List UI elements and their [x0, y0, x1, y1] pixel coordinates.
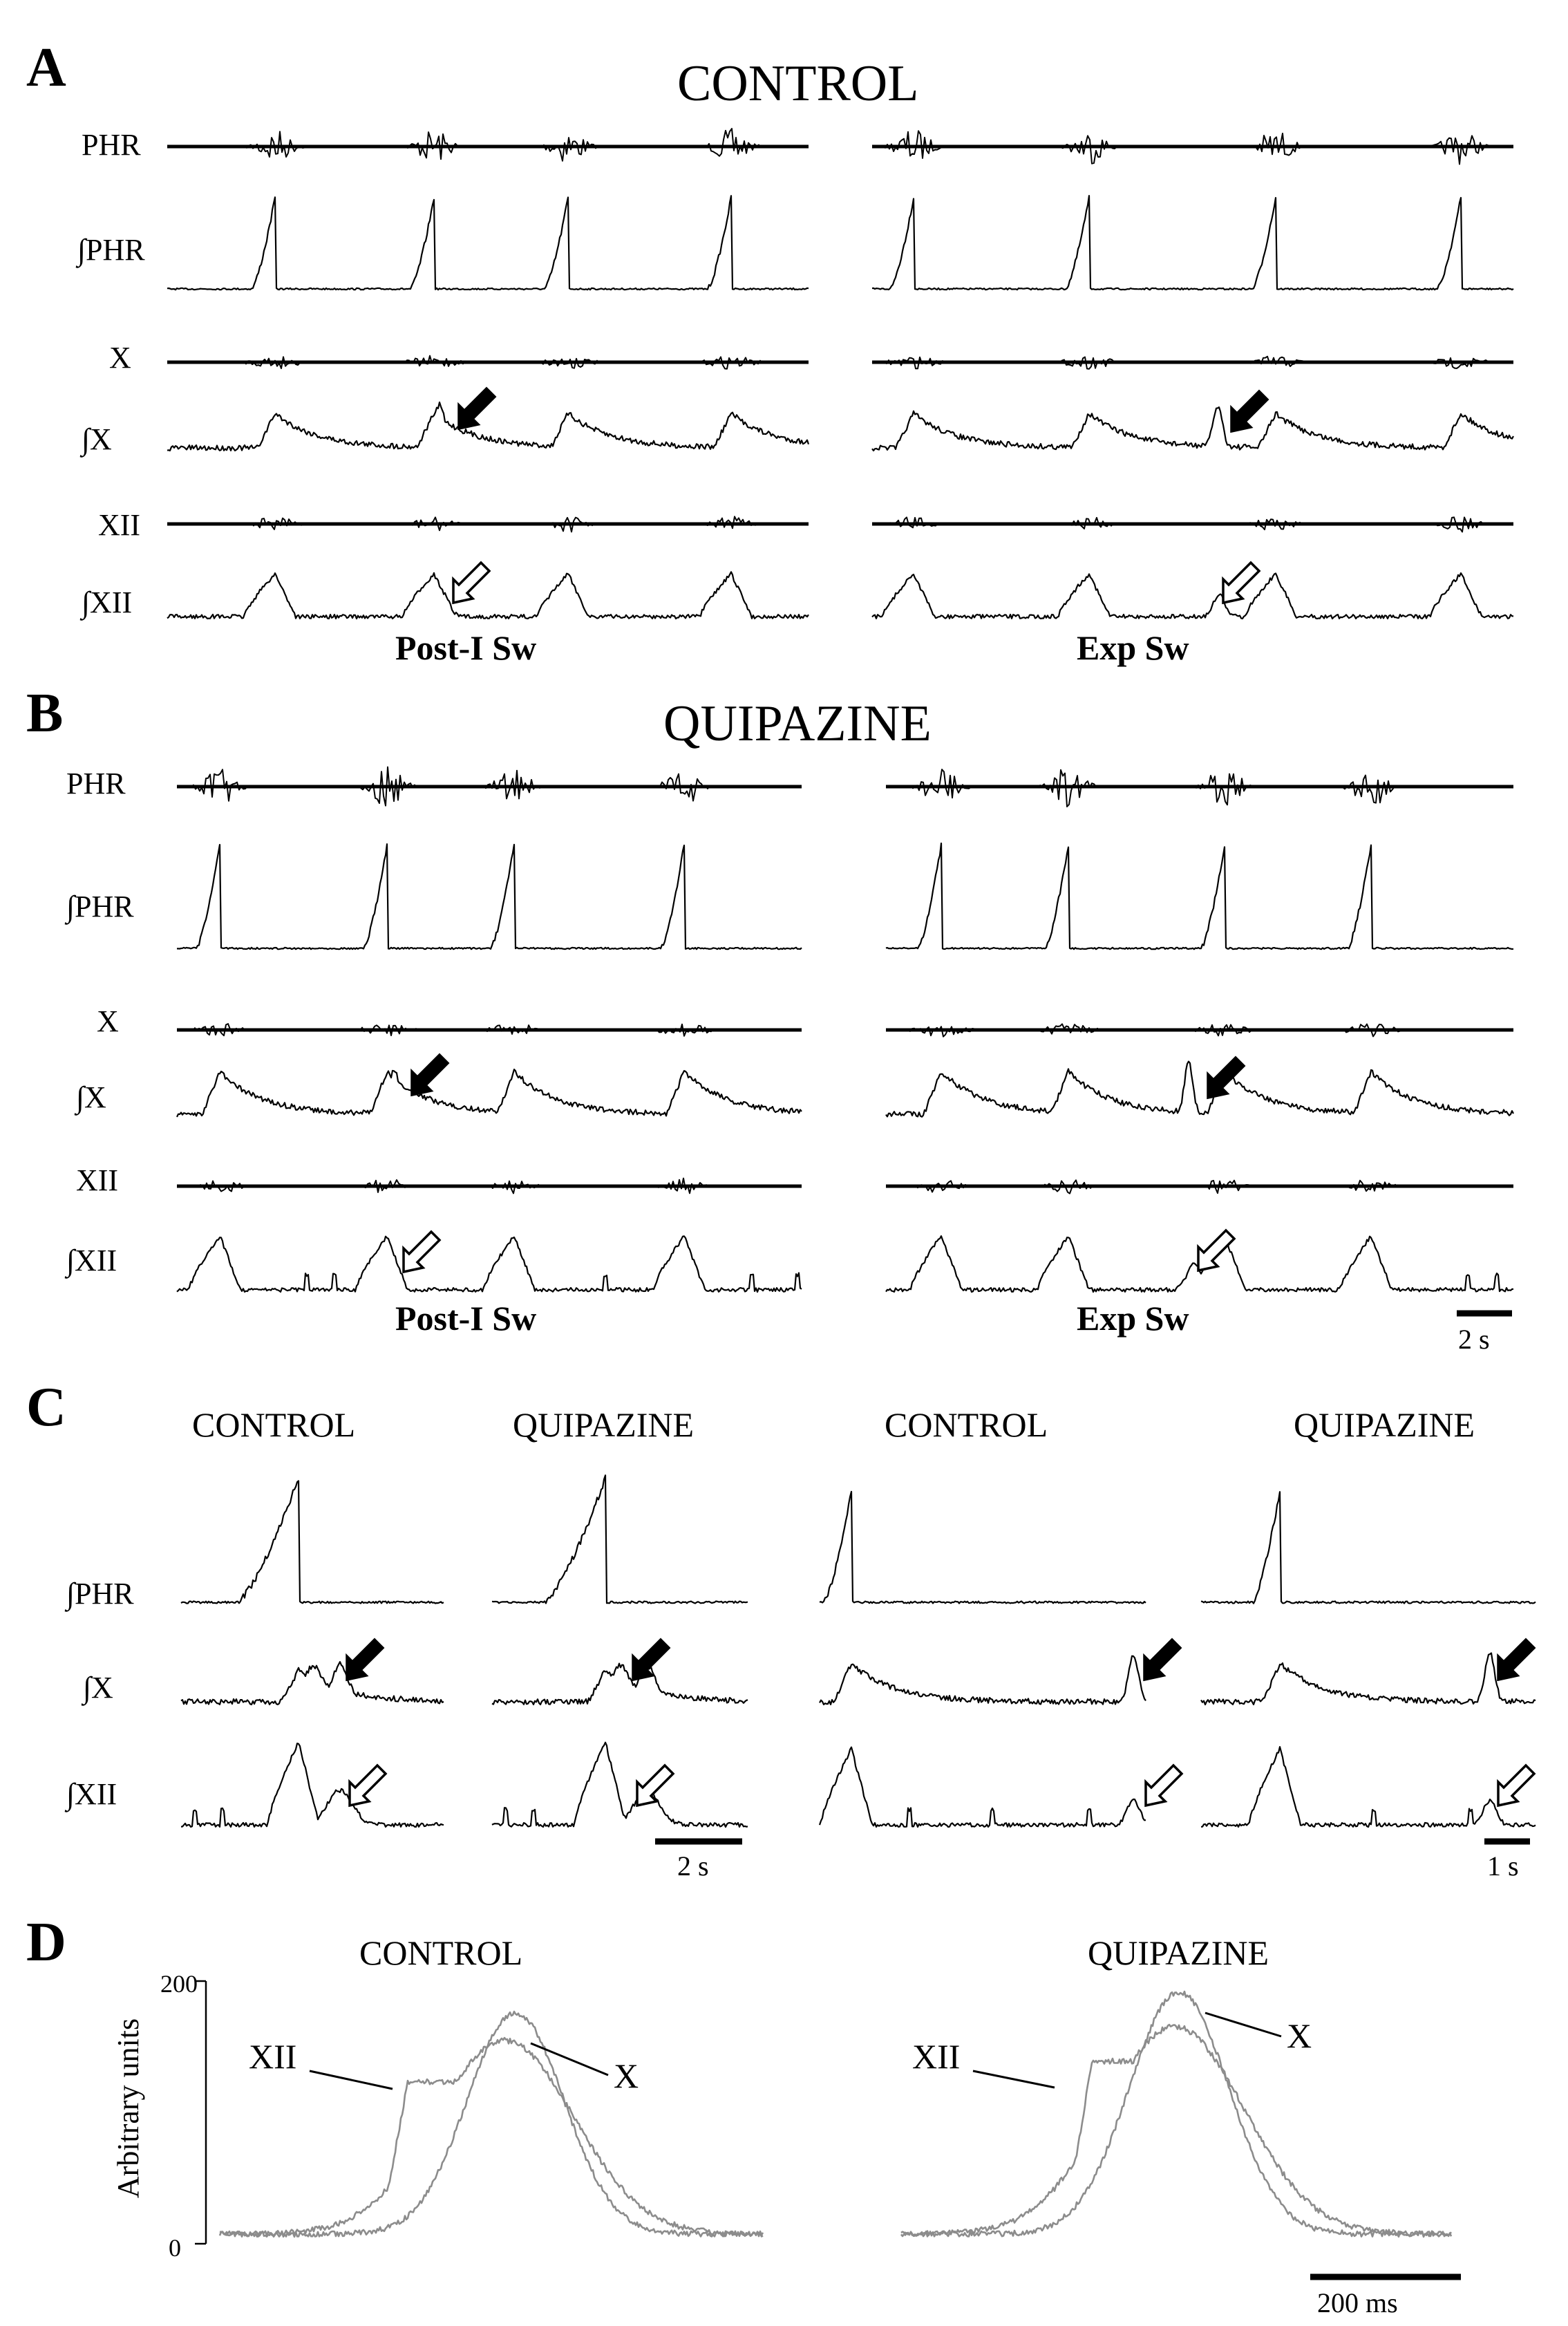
xii-neurogram-a-right-burst [1244, 519, 1306, 529]
panel-d-title-quipazine: QUIPAZINE [1088, 1933, 1269, 1972]
caption-post-i-swallow-a: Post-I Sw [395, 628, 537, 667]
trace-label-xii-quipazine: XII [912, 2037, 961, 2076]
panel-c-quipazine-post-i-int-phr [492, 1475, 748, 1603]
panel-c-control-post-i-int-xii [181, 1743, 444, 1827]
label-phr: PHR [82, 128, 141, 162]
swallow-arrow-filled-icon [1208, 1058, 1244, 1098]
phr-neurogram-b-right-burst [911, 769, 971, 798]
swallow-arrow-filled-icon [633, 1640, 669, 1680]
swallow-arrow-open-icon [453, 563, 489, 603]
swallow-arrow-open-icon [637, 1765, 673, 1806]
phr-neurogram-a-left-burst [538, 138, 598, 161]
swallow-arrow-filled-icon [347, 1640, 383, 1680]
phr-neurogram-a-right-burst [1245, 133, 1305, 156]
int-x-trace-a-left [167, 402, 809, 451]
phr-neurogram-a-left-burst [701, 129, 761, 156]
swallow-arrow-open-icon [350, 1765, 386, 1806]
int-xii-trace-b-left [177, 1236, 802, 1292]
panel-c-control-exp-int-phr [820, 1492, 1146, 1604]
xii-neurogram-b-right-burst [909, 1181, 972, 1192]
scale-bar-label-b: 2 s [1458, 1324, 1490, 1355]
caption-exp-swallow-b: Exp Sw [1077, 1299, 1189, 1338]
label-x: X [109, 341, 131, 375]
label-phr: PHR [66, 767, 126, 800]
int-x-trace-b-right [886, 1062, 1513, 1117]
pointer-line [973, 2071, 1055, 2088]
label-int-phr: ∫PHR [66, 1577, 134, 1611]
label-int-xii: ∫XII [82, 585, 133, 619]
label-int-x: ∫X [82, 422, 112, 456]
pointer-line [310, 2071, 393, 2089]
phr-neurogram-b-left-burst [484, 771, 544, 799]
label-int-phr: ∫PHR [66, 890, 134, 923]
panel-c-control-post-i-int-phr [181, 1481, 444, 1603]
swallow-arrow-filled-icon [1231, 391, 1267, 431]
scale-bar-label-c-left: 2 s [677, 1850, 709, 1882]
panel-c-quipazine-exp-int-xii [1201, 1747, 1536, 1827]
pointer-line [1205, 2013, 1281, 2036]
panel-c-quipazine-exp-int-phr [1201, 1492, 1536, 1603]
panel-d-title-control: CONTROL [359, 1933, 523, 1972]
panel-c-title-2: QUIPAZINE [513, 1405, 695, 1444]
phr-neurogram-b-right-burst [1194, 774, 1254, 805]
int-x-trace-a-right [872, 407, 1513, 451]
panel-c-quipazine-post-i-int-xii [492, 1743, 748, 1827]
swallow-arrow-filled-icon [1144, 1640, 1180, 1680]
label-int-x: ∫X [76, 1080, 106, 1114]
label-xii: XII [76, 1163, 119, 1197]
swallow-arrow-filled-icon [459, 388, 495, 429]
y-tick-200: 200 [160, 1970, 198, 1998]
int-phr-trace-b-left [177, 844, 802, 949]
panel-c-title-3: CONTROL [885, 1405, 1048, 1444]
panel-label-b: B [26, 683, 64, 744]
int-xii-trace-a-right [872, 573, 1513, 619]
panel-label-c: C [26, 1377, 66, 1438]
panel-c-quipazine-exp-int-x [1201, 1653, 1536, 1705]
phr-neurogram-a-right-burst [1430, 135, 1491, 164]
swallow-arrow-open-icon [1146, 1765, 1182, 1806]
caption-post-i-swallow-b: Post-I Sw [395, 1299, 537, 1338]
trace-label-xii-control: XII [249, 2037, 297, 2076]
panel-label-a: A [26, 37, 66, 98]
label-xii: XII [98, 508, 141, 542]
swallow-arrow-open-icon [404, 1232, 440, 1272]
panel-c-control-post-i-int-x [181, 1662, 444, 1705]
int-xii-trace-a-left [167, 572, 809, 619]
panel-c-title-1: CONTROL [192, 1405, 356, 1444]
swallow-arrow-open-icon [1223, 563, 1259, 603]
label-int-phr: ∫PHR [77, 233, 145, 267]
panel-a-title: CONTROL [677, 55, 919, 112]
label-x: X [97, 1004, 119, 1038]
y-axis-label: Arbitrary units [111, 2018, 145, 2199]
panel-c-quipazine-post-i-int-x [492, 1662, 748, 1705]
int-x-trace-b-left [177, 1069, 802, 1117]
label-int-xii: ∫XII [66, 1244, 117, 1277]
panel-b-title: QUIPAZINE [663, 695, 932, 752]
phr-neurogram-a-right-burst [1059, 135, 1119, 163]
swallow-arrow-filled-icon [412, 1055, 448, 1095]
phr-neurogram-a-right-burst [883, 131, 943, 158]
panel-c-control-exp-int-x [820, 1656, 1146, 1705]
avg-xii-trace-quipazine [901, 2025, 1451, 2236]
avg-x-trace-control [220, 2011, 763, 2237]
int-phr-trace-b-right [886, 843, 1513, 949]
label-int-x: ∫X [83, 1671, 113, 1705]
int-phr-trace-a-left [167, 196, 809, 290]
swallow-arrow-open-icon [1498, 1765, 1534, 1806]
y-tick-0: 0 [169, 2234, 181, 2262]
trace-label-x-quipazine: X [1287, 2016, 1312, 2055]
label-int-xii: ∫XII [66, 1777, 117, 1811]
panel-c-title-4: QUIPAZINE [1294, 1405, 1475, 1444]
scale-bar-label-c-right: 1 s [1487, 1850, 1519, 1882]
phr-neurogram-b-right-burst [1341, 776, 1401, 803]
swallow-arrow-filled-icon [1498, 1640, 1534, 1680]
panel-label-d: D [26, 1912, 66, 1973]
avg-xii-trace-control [220, 2038, 763, 2237]
caption-exp-swallow-a: Exp Sw [1077, 628, 1189, 667]
panel-c-control-exp-int-xii [820, 1747, 1146, 1827]
phr-neurogram-a-left-burst [245, 131, 305, 157]
scale-bar-label-d: 200 ms [1317, 2287, 1398, 2318]
int-phr-trace-a-right [872, 196, 1513, 290]
trace-label-x-control: X [614, 2056, 639, 2095]
